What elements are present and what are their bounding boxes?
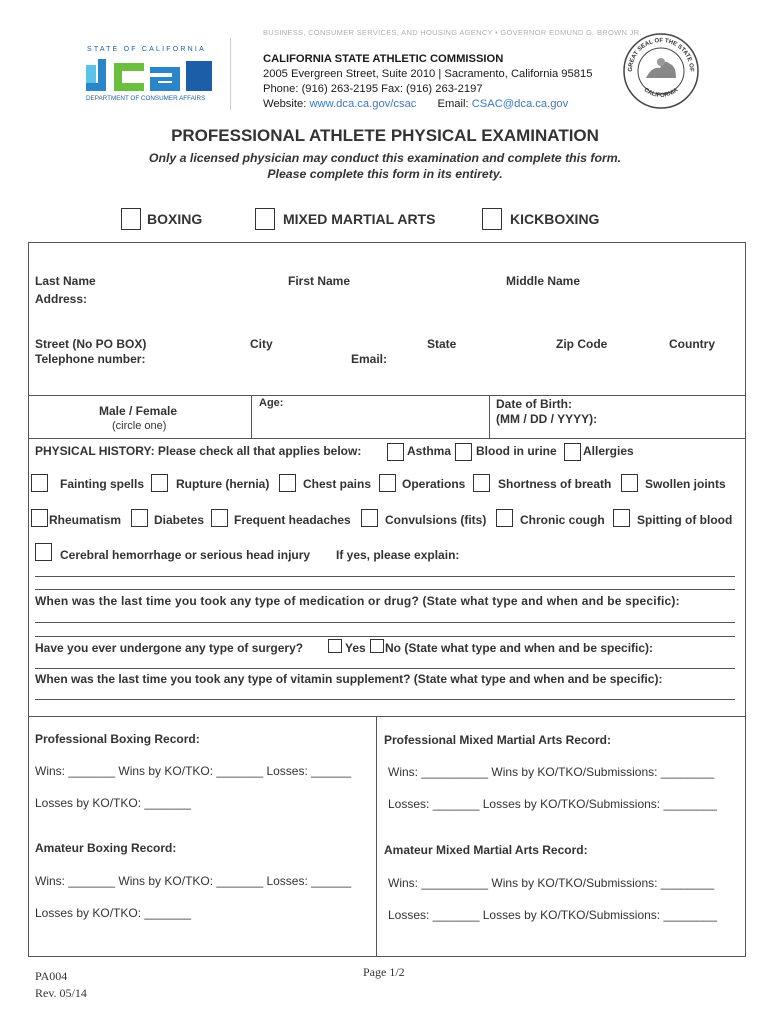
allergies-label: Allergies — [583, 444, 634, 458]
surgery-no-label: No (State what type and when and be specific): — [385, 641, 654, 655]
asthma-label: Asthma — [407, 444, 452, 458]
operations-checkbox[interactable] — [379, 474, 396, 492]
subtitle-line-1: Only a licensed physician may conduct this examination and complete this form. — [148, 151, 622, 165]
answer-line[interactable] — [35, 699, 735, 700]
chronic-cough-checkbox[interactable] — [496, 509, 513, 527]
pro-mma-losses-line[interactable]: Losses: _______ Losses by KO/TKO/Submissions: ________ — [388, 797, 717, 811]
divider-line — [28, 438, 746, 439]
age-label: Age: — [259, 397, 284, 409]
kickboxing-label: KICKBOXING — [510, 211, 600, 227]
subtitle-line-2: Please complete this form in its entirety. — [267, 167, 503, 181]
dob-label: Date of Birth: — [496, 397, 572, 411]
amateur-mma-heading: Amateur Mixed Martial Arts Record: — [384, 843, 588, 857]
divider-line — [489, 395, 490, 438]
circle-one-hint: (circle one) — [112, 420, 167, 432]
form-id: PA004 — [35, 969, 68, 983]
spitting-blood-checkbox[interactable] — [613, 509, 630, 527]
website-link[interactable]: www.dca.ca.gov/csac — [309, 98, 417, 110]
shortness-label: Shortness of breath — [498, 477, 612, 491]
svg-text:CALIFORNIA — [643, 87, 680, 99]
cerebral-checkbox[interactable] — [35, 543, 52, 561]
amateur-boxing-heading: Amateur Boxing Record: — [35, 841, 177, 855]
form-title: PROFESSIONAL ATHLETE PHYSICAL EXAMINATION — [171, 126, 599, 145]
answer-line[interactable] — [35, 668, 735, 669]
mma-label: MIXED MARTIAL ARTS — [283, 211, 436, 227]
blood-in-urine-checkbox[interactable] — [455, 443, 472, 461]
fainting-checkbox[interactable] — [31, 474, 48, 492]
medication-question: When was the last time you took any type of medication or drug? (State what type and when and be specific): — [35, 594, 680, 608]
operations-label: Operations — [402, 477, 466, 491]
spitting-blood-label: Spitting of blood — [637, 513, 733, 527]
rupture-checkbox[interactable] — [151, 474, 168, 492]
diabetes-checkbox[interactable] — [131, 509, 148, 527]
country-label: Country — [669, 337, 715, 351]
amateur-mma-losses-line[interactable]: Losses: _______ Losses by KO/TKO/Submissions: ________ — [388, 908, 717, 922]
website-label: Website: — [263, 98, 310, 110]
surgery-yes-label: Yes — [345, 641, 366, 655]
zip-label: Zip Code — [556, 337, 608, 351]
answer-line[interactable] — [35, 576, 735, 577]
rheumatism-label: Rheumatism — [49, 513, 122, 527]
convulsions-label: Convulsions (fits) — [385, 513, 487, 527]
pro-boxing-losses-line[interactable]: Losses by KO/TKO: _______ — [35, 796, 192, 810]
divider-line — [28, 395, 746, 396]
answer-line[interactable] — [35, 622, 735, 623]
divider-line — [28, 716, 746, 717]
kickboxing-checkbox[interactable] — [482, 208, 502, 230]
form-subtitle — [0, 150, 770, 182]
cerebral-label: Cerebral hemorrhage or serious head injury — [60, 548, 311, 562]
rupture-label: Rupture (hernia) — [176, 477, 270, 491]
chest-pains-label: Chest pains — [303, 477, 372, 491]
blood-in-urine-label: Blood in urine — [476, 444, 557, 458]
agency-line: BUSINESS, CONSUMER SERVICES, AND HOUSING AGENCY • GOVERNOR EDMUND G. BROWN JR. — [263, 28, 642, 37]
email-field-label: Email: — [351, 352, 388, 366]
shortness-checkbox[interactable] — [473, 474, 490, 492]
california-seal-icon — [622, 32, 700, 110]
answer-line[interactable] — [35, 589, 735, 590]
commission-phone-fax: Phone: (916) 263-2195 Fax: (916) 263-2197 — [263, 83, 483, 95]
mma-checkbox[interactable] — [255, 208, 275, 230]
commission-address: 2005 Evergreen Street, Suite 2010 | Sacramento, California 95815 — [263, 68, 593, 80]
seal-text-bottom: CALIFORNIA — [642, 87, 680, 99]
amateur-mma-wins-line[interactable]: Wins: __________ Wins by KO/TKO/Submissions: ________ — [388, 876, 715, 890]
chronic-cough-label: Chronic cough — [520, 513, 605, 527]
last-name-label: Last Name — [35, 274, 96, 288]
surgery-question: Have you ever undergone any type of surgery? — [35, 641, 304, 655]
headaches-checkbox[interactable] — [211, 509, 228, 527]
telephone-label: Telephone number: — [35, 352, 146, 366]
amateur-boxing-wins-line[interactable]: Wins: _______ Wins by KO/TKO: _______ Losses: ______ — [35, 874, 352, 888]
street-label: Street (No PO BOX) — [35, 337, 147, 351]
asthma-checkbox[interactable] — [387, 443, 404, 461]
physical-history-heading: PHYSICAL HISTORY: Please check all that applies below: — [35, 444, 362, 458]
commission-name: CALIFORNIA STATE ATHLETIC COMMISSION — [263, 53, 504, 65]
rheumatism-checkbox[interactable] — [31, 509, 48, 527]
allergies-checkbox[interactable] — [564, 443, 581, 461]
sex-label: Male / Female — [99, 404, 178, 418]
pro-boxing-wins-line[interactable]: Wins: _______ Wins by KO/TKO: _______ Losses: ______ — [35, 764, 352, 778]
vitamin-question: When was the last time you took any type of vitamin supplement? (State what type and when and be specific): — [35, 672, 663, 686]
pro-boxing-heading: Professional Boxing Record: — [35, 732, 200, 746]
middle-name-label: Middle Name — [506, 274, 581, 288]
page-number: Page 1/2 — [363, 965, 405, 979]
surgery-yes-checkbox[interactable] — [328, 639, 342, 653]
header-divider — [230, 38, 231, 110]
email-link[interactable]: CSAC@dca.ca.gov — [471, 98, 569, 110]
explain-label: If yes, please explain: — [336, 548, 460, 562]
pro-mma-wins-line[interactable]: Wins: __________ Wins by KO/TKO/Submissions: ________ — [388, 765, 715, 779]
divider-line — [376, 716, 377, 957]
dca-logo — [86, 57, 214, 93]
logo-state-text: STATE OF CALIFORNIA — [87, 46, 206, 53]
divider-line — [251, 395, 252, 438]
email-label: Email: — [437, 98, 472, 110]
swollen-joints-label: Swollen joints — [645, 477, 726, 491]
logo-department-text: DEPARTMENT OF CONSUMER AFFAIRS — [86, 95, 206, 102]
chest-pains-checkbox[interactable] — [279, 474, 296, 492]
fainting-label: Fainting spells — [60, 477, 145, 491]
first-name-label: First Name — [288, 274, 351, 288]
address-label: Address: — [35, 292, 88, 306]
boxing-label: BOXING — [147, 211, 203, 227]
pro-mma-heading: Professional Mixed Martial Arts Record: — [384, 733, 611, 747]
diabetes-label: Diabetes — [154, 513, 205, 527]
state-label: State — [427, 337, 457, 351]
answer-line[interactable] — [35, 636, 735, 637]
surgery-no-checkbox[interactable] — [370, 639, 384, 653]
form-revision: Rev. 05/14 — [35, 986, 87, 1000]
swollen-joints-checkbox[interactable] — [621, 474, 638, 492]
headaches-label: Frequent headaches — [234, 513, 351, 527]
city-label: City — [250, 337, 273, 351]
commission-info — [263, 52, 592, 112]
amateur-boxing-losses-line[interactable]: Losses by KO/TKO: _______ — [35, 906, 192, 920]
dob-format: (MM / DD / YYYY): — [496, 412, 598, 426]
convulsions-checkbox[interactable] — [361, 509, 378, 527]
boxing-checkbox[interactable] — [121, 208, 141, 230]
seal-text-top: GREAT SEAL OF THE STATE OF — [627, 37, 695, 72]
